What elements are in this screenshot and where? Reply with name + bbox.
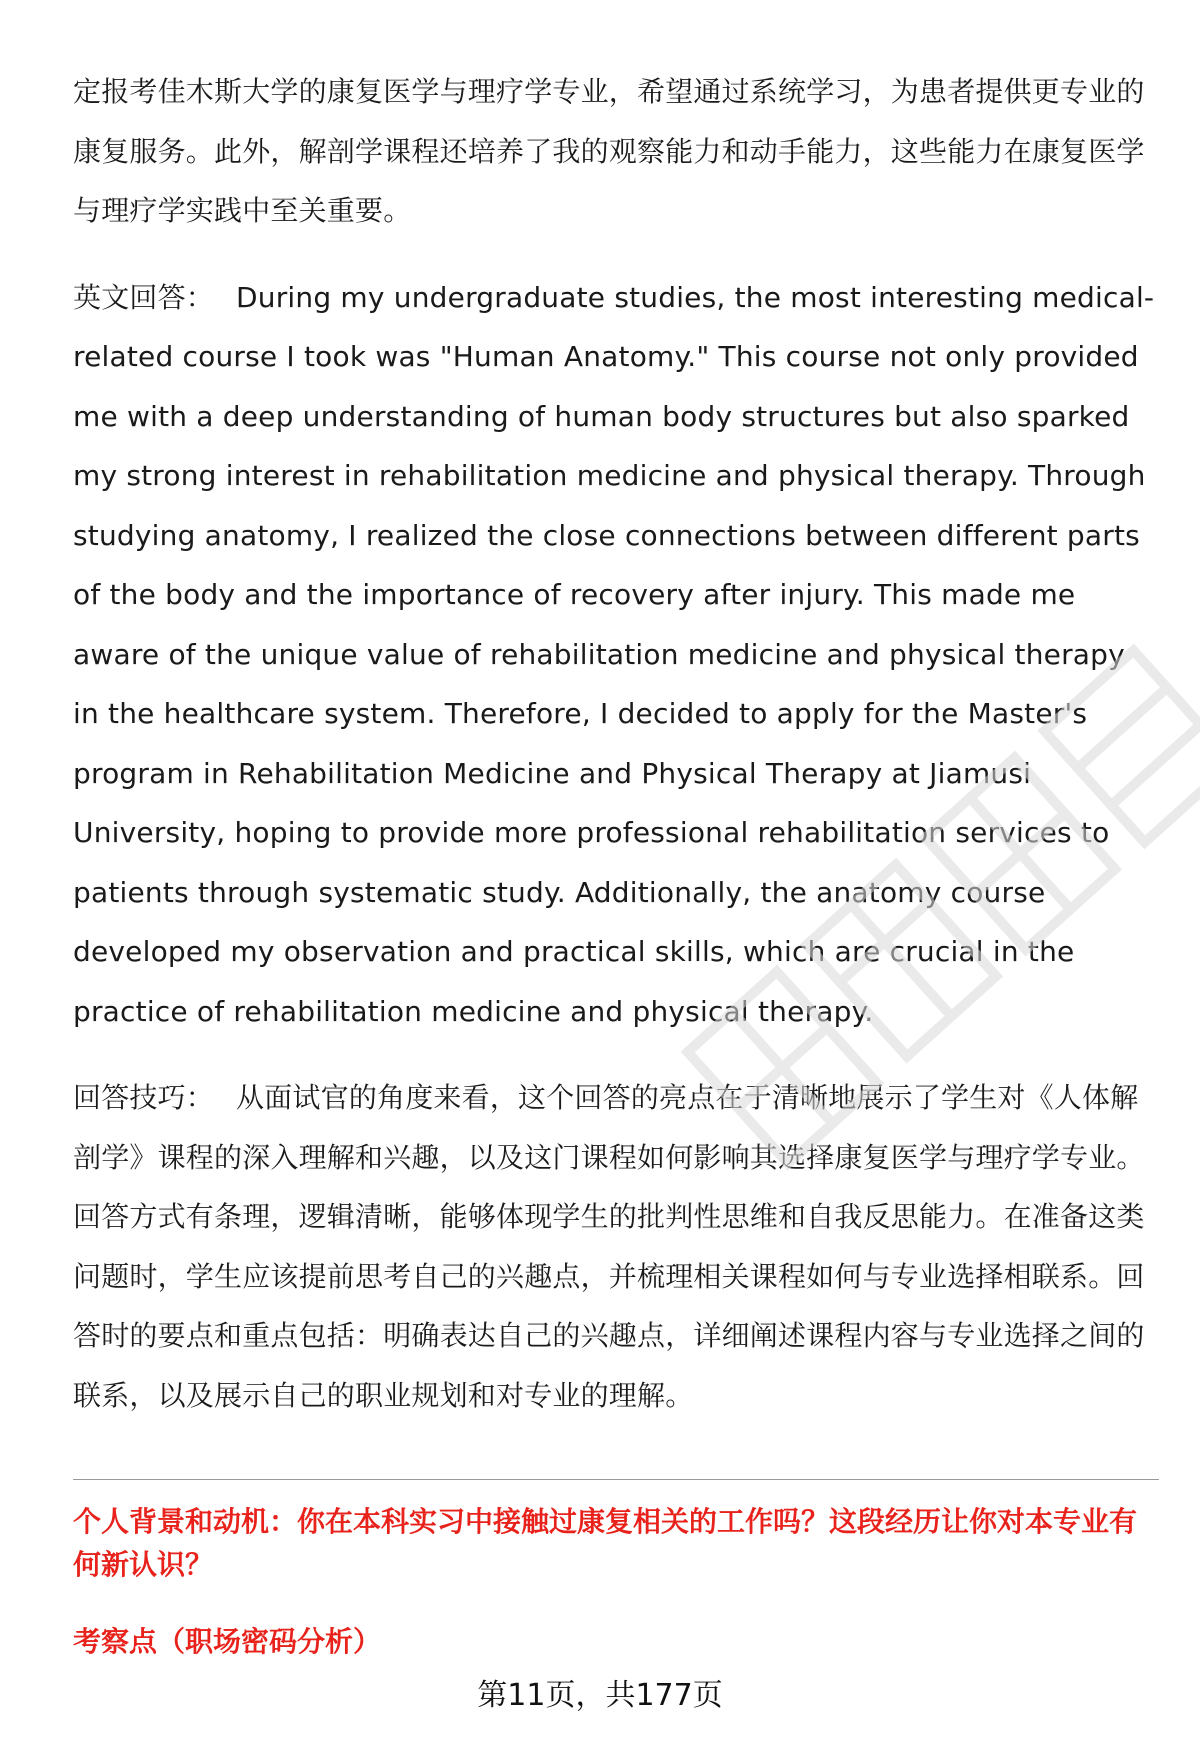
answer-tips-paragraph <box>73 1068 1159 1425</box>
assessment-points-heading: 考察点（职场密码分析） <box>73 1625 382 1658</box>
section-divider <box>73 1479 1159 1480</box>
chinese-answer-continuation: 定报考佳木斯大学的康复医学与理疗学专业，希望通过系统学习，为患者提供更专业的康复服务。此外，解剖学课程还培养了我的观察能力和动手能力，这些能力在康复医学与理疗学实践中至关重要。 <box>73 75 1145 227</box>
document-body <box>73 62 1159 1425</box>
answer-tips-label: 回答技巧： <box>73 1081 215 1114</box>
english-answer-paragraph <box>73 268 1159 1042</box>
english-answer-text: During my undergraduate studies, the most interesting medical-related course I took was "Human Anatomy." This course not only provided me with a deep understanding of human body structures but also sparked my strong interest in rehabilitation medicine and physical therapy. Through studying anatomy, I realized the close connections between different parts of the body and the importance of recovery after injury. This made me aware of the unique value of rehabilitation medicine and physical therapy in the healthcare system. Therefore, I decided to apply for the Master's program in Rehabilitation Medicine and Physical Therapy at Jiamusi University, hoping to provide more professional rehabilitation services to patients through systematic study. Additionally, the anatomy course developed my observation and practical skills, which are crucial in the practice of rehabilitation medicine and physical therapy. <box>73 280 1155 1028</box>
answer-tips-text: 从面试官的角度来看，这个回答的亮点在于清晰地展示了学生对《人体解剖学》课程的深入理解和兴趣，以及这门课程如何影响其选择康复医学与理疗学专业。回答方式有条理，逻辑清晰，能够体现学生的批判性思维和自我反思能力。在准备这类问题时，学生应该提前思考自己的兴趣点，并梳理相关课程如何与专业选择相联系。回答时的要点和重点包括：明确表达自己的兴趣点，详细阐述课程内容与专业选择之间的联系，以及展示自己的职业规划和对专业的理解。 <box>73 1081 1145 1412</box>
page-number-footer: 第11页，共177页 <box>477 1678 723 1713</box>
next-question-heading: 个人背景和动机：你在本科实习中接触过康复相关的工作吗？这段经历让你对本专业有何新认识？ <box>73 1505 1138 1581</box>
english-answer-label: 英文回答： <box>73 280 215 314</box>
